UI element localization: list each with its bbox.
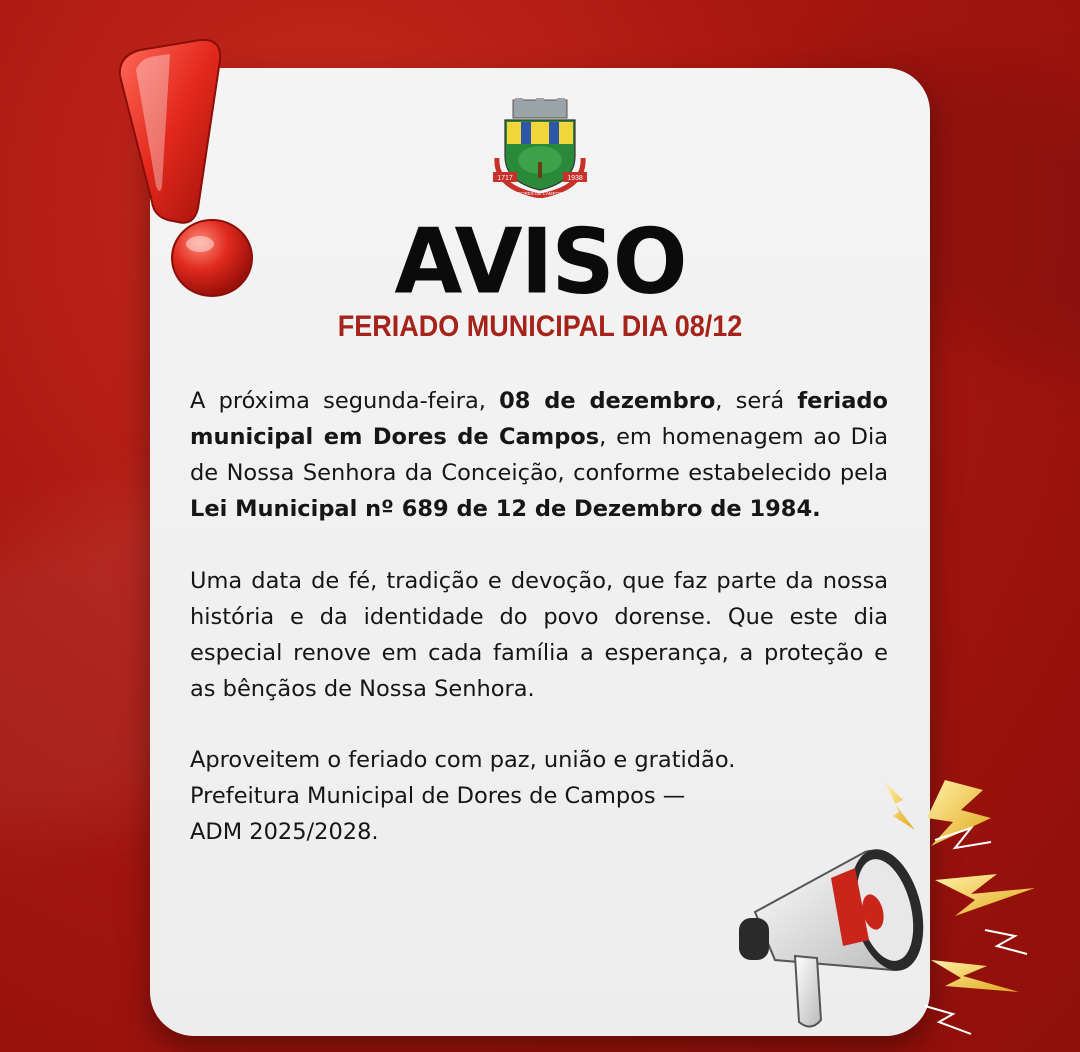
closing-line-3: ADM 2025/2028. [190,819,379,845]
notice-title: AVISO [394,208,686,315]
text-span: A próxima segunda-feira, [190,388,500,414]
megaphone-icon [735,770,1055,1040]
bold-law: Lei Municipal nº 689 de 12 de Dezembro de 1984. [190,496,821,522]
closing-line-1: Aproveitem o feriado com paz, união e gratidão. [190,747,736,773]
closing-line-2: Prefeitura Municipal de Dores de Campos — [190,783,686,809]
bold-date: 08 de dezembro [499,388,716,414]
bold-holiday: feriado municipal em Dores de Campos [190,388,888,450]
notice-subtitle: FERIADO MUNICIPAL DIA 08/12 [337,310,743,343]
paragraph-faith: Uma data de fé, tradição e devoção, que faz parte da nossa história e da identidade do povo dorense. Que este dia especial renove em cada família a esperança, a proteção e as bênçãos de Nossa Senhora. [190,568,888,702]
text-span: , em homenagem ao Dia de Nossa Senhora da Conceição, conforme estabelecido pela [190,424,888,486]
municipal-crest-icon [491,98,589,198]
crest-year-left: 1717 [497,175,513,182]
crest-year-right: 1938 [567,175,583,182]
paragraph-announcement [190,383,888,527]
crest-ribbon-text: DORES DE CAMPOS [517,191,563,196]
text-span: , será [715,388,798,414]
